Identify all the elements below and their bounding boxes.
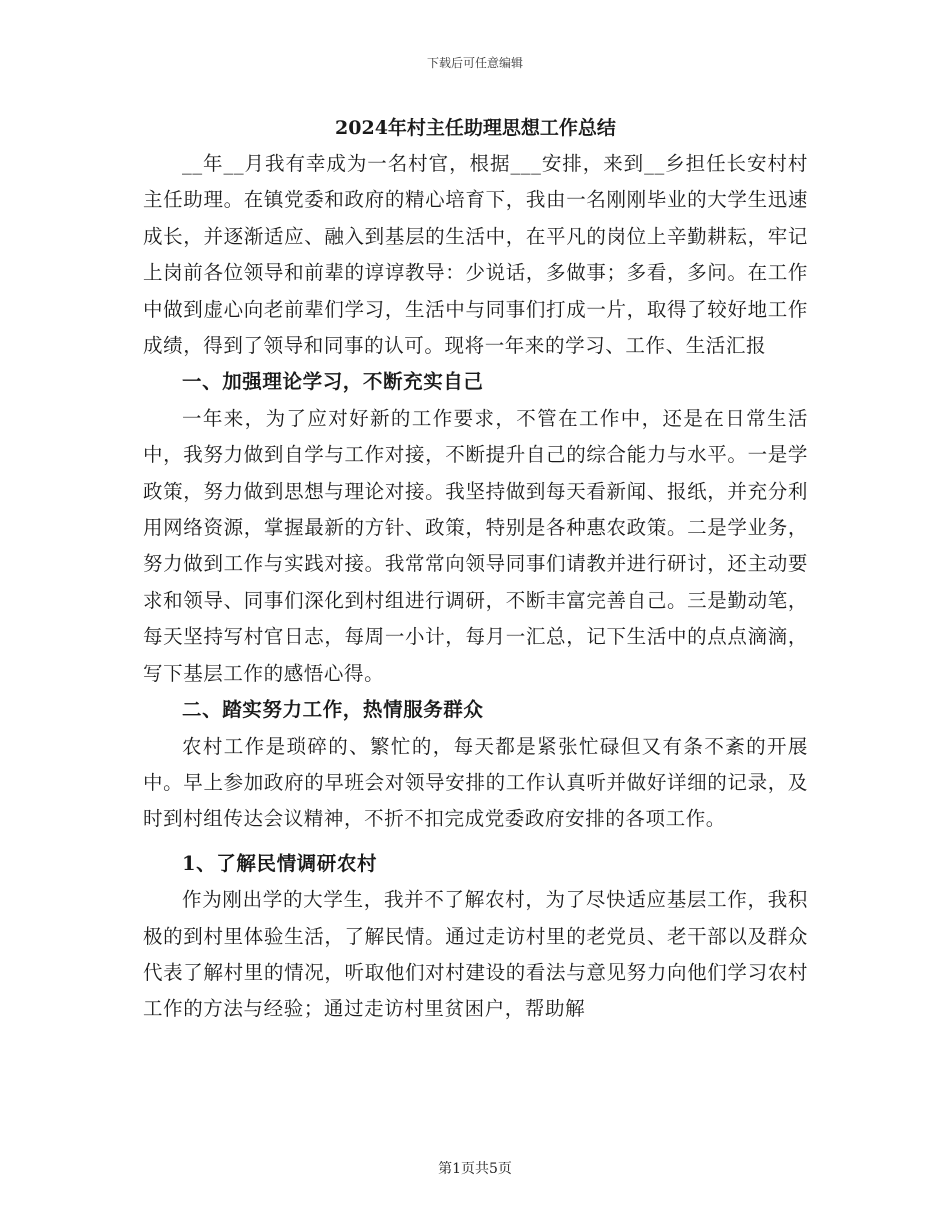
document-title: 2024年村主任助理思想工作总结 bbox=[335, 117, 616, 139]
section-2-paragraph: 农村工作是琐碎的、繁忙的，每天都是紧张忙碌但又有条不紊的开展中。早上参加政府的早班会对领导安排的工作认真听并做好详细的记录，及时到村组传达会议精神，不折不扣完成党委政府安排的各项工作。 bbox=[143, 734, 808, 831]
spacer bbox=[143, 838, 808, 846]
subsection-1-paragraph: 作为刚出学的大学生，我并不了解农村，为了尽快适应基层工作，我积极的到村里体验生活，了解民情。通过走访村里的老党员、老干部以及群众代表了解村里的情况，听取他们对村建设的看法与意见努力向他们学习农村工作的方法与经验；通过走访村里贫困户，帮助解 bbox=[143, 888, 808, 1021]
section-1-paragraph: 一年来，为了应对好新的工作要求，不管在工作中，还是在日常生活中，我努力做到自学与工作对接，不断提升自己的综合能力与水平。一是学政策，努力做到思想与理论对接。我坚持做到每天看新闻、报纸，并充分利用网络资源，掌握最新的方针、政策，特别是各种惠农政策。二是学业务，努力做到工作与实践对接。我常常向领导同事们请教并进行研讨，还主动要求和领导、同事们深化到村组进行调研，不断丰富完善自己。三是勤动笔，每天坚持写村官日志，每周一小计，每月一汇总，记下生活中的点点滴滴，写下基层工作的感悟心得。 bbox=[143, 406, 808, 685]
section-heading-1: 一、加强理论学习，不断充实自己 bbox=[182, 370, 484, 394]
section-heading-2: 二、踏实努力工作，热情服务群众 bbox=[182, 698, 484, 722]
header-note: 下载后可任意编辑 bbox=[426, 56, 523, 70]
intro-paragraph: __年__月我有幸成为一名村官，根据___安排，来到__乡担任长安村村主任助理。在镇党委和政府的精心培育下，我由一名刚刚毕业的大学生迅速成长，并逐渐适应、融入到基层的生活中，在平凡的岗位上辛勤耕耘，牢记上岗前各位领导和前辈的谆谆教导：少说话，多做事；多看，多问。在工作中做到虚心向老前辈们学习，生活中与同事们打成一片，取得了较好地工作成绩，得到了领导和同事的认可。现将一年来的学习、工作、生活汇报 bbox=[143, 152, 808, 358]
page-footer: 第1页共5页 bbox=[438, 1161, 512, 1177]
document-body bbox=[143, 112, 808, 1028]
subsection-heading-1: 1、了解民情调研农村 bbox=[182, 851, 378, 875]
